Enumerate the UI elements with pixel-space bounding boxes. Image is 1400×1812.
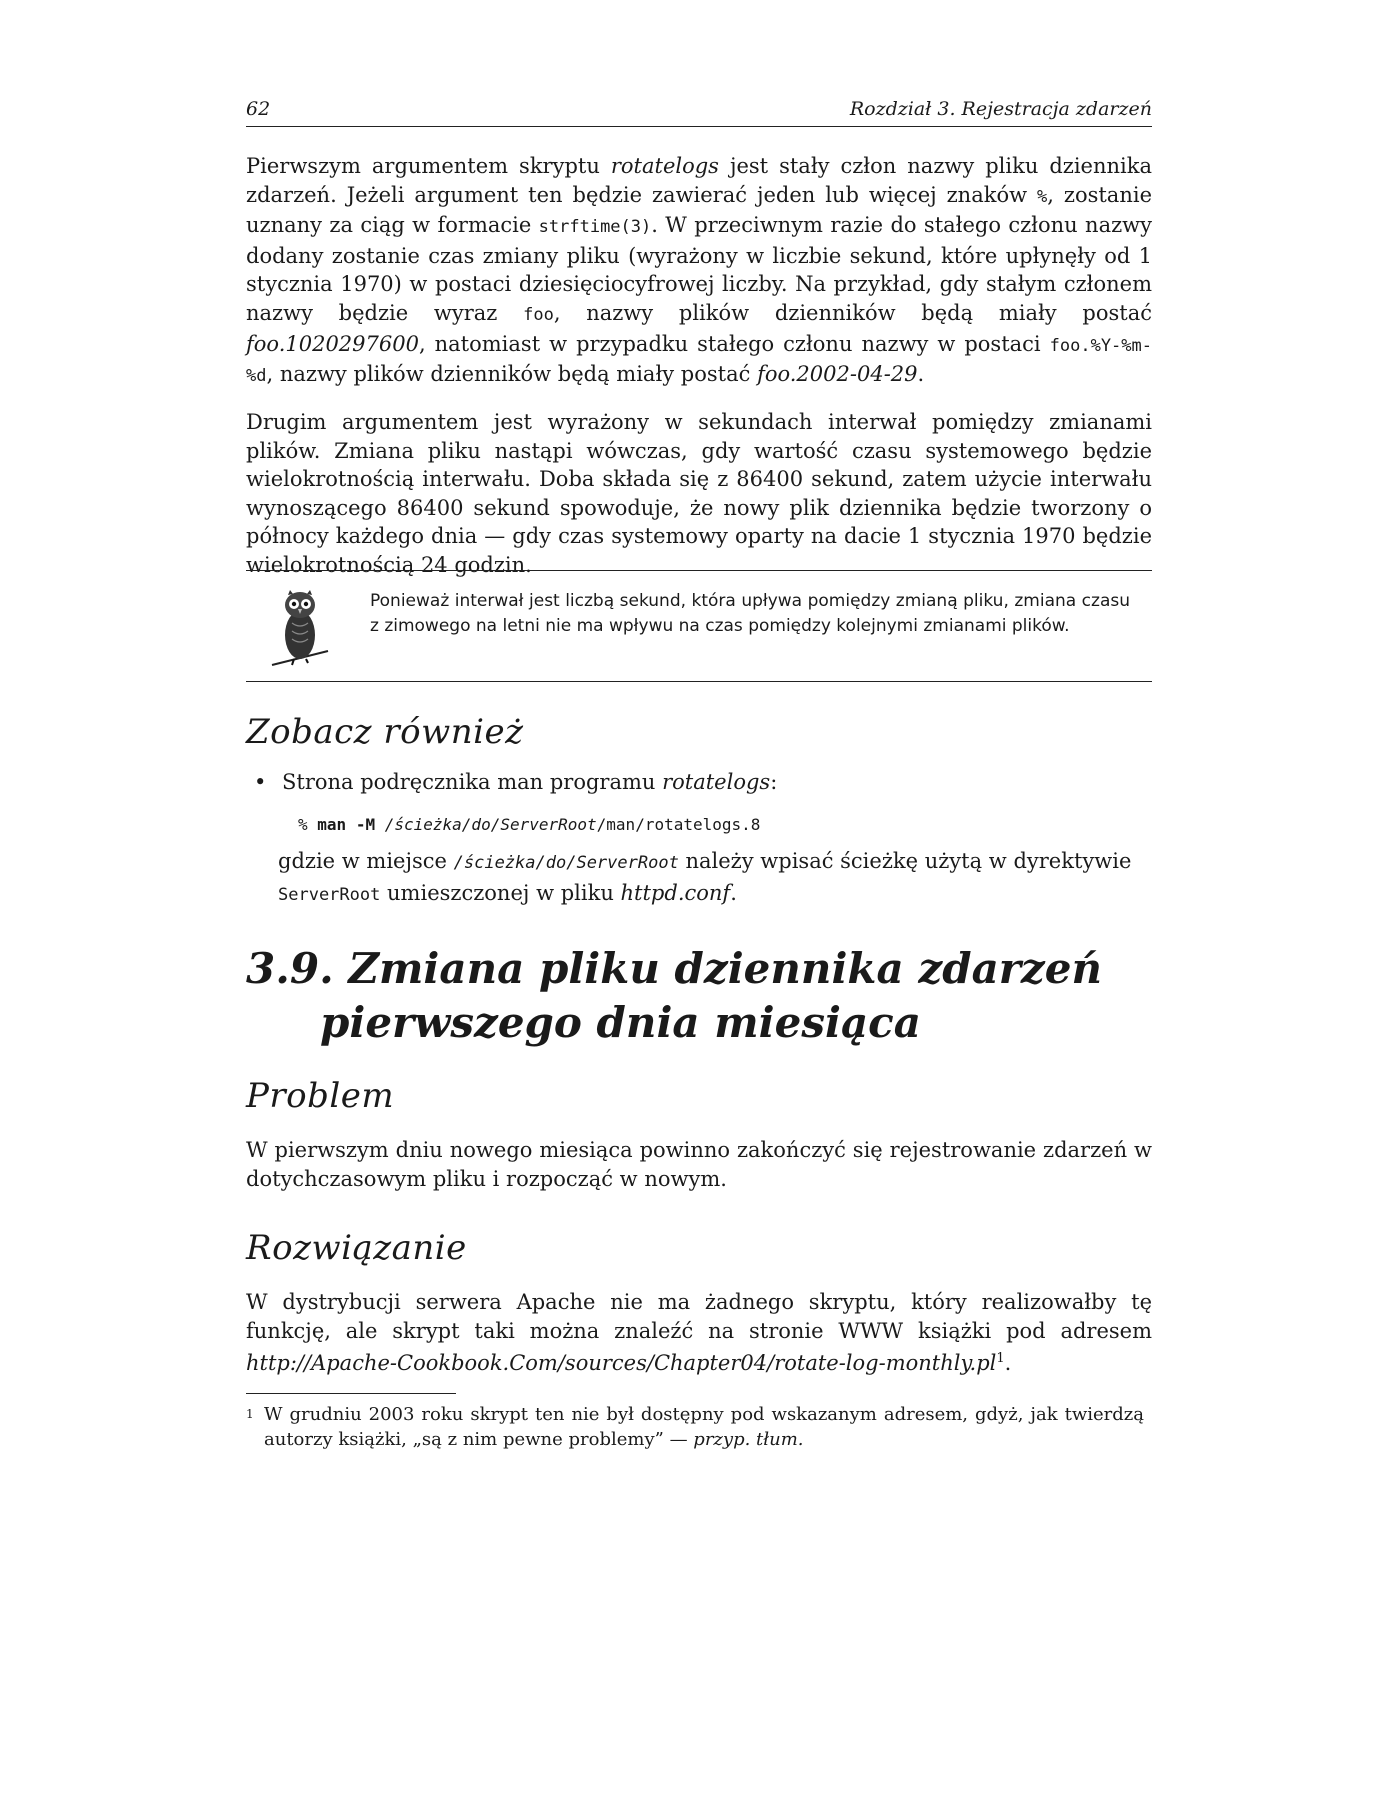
paragraph-man-path: gdzie w miejsce /ścieżka/do/ServerRoot należy wpisać ścieżkę użytą w dyrektywie ServerRoot umieszczonej w pliku httpd.conf. <box>278 849 1132 905</box>
chapter-title: Rozdział 3. Rejestracja zdarzeń <box>849 98 1152 120</box>
term-rotatelogs: rotatelogs <box>610 154 719 178</box>
bullet-icon: • <box>254 770 267 794</box>
paragraph-interval: Drugim argumentem jest wyrażony w sekundach interwał pomiędzy zmianami plików. Zmiana pliku nastąpi wówczas, gdy wartość czasu systemowego będzie wielokrotnością interwału. Doba składa się z 86400 sekund, zatem użycie interwału wynoszącego 86400 sekund spowoduje, że nowy plik dziennika będzie tworzony o północy każdego dnia — gdy czas systemowy oparty na dacie 1 stycznia 1970 będzie wielokrotnością 24 godzin. <box>246 410 1152 577</box>
section-title: 3.9. Zmiana pliku dziennika zdarzeń pierwszego dnia miesiąca <box>246 944 1103 1047</box>
heading-solution: Rozwiązanie <box>246 1228 467 1268</box>
page-number: 62 <box>246 98 271 120</box>
footnote-divider <box>246 1393 456 1394</box>
footnote: $^1$ W grudniu 2003 roku skrypt ten nie był dostępny pod wskazanym adresem, gdyż, jak twierdzą autorzy książki, „są z nim pewne problemy” — przyp. tłum. <box>246 1404 1144 1450</box>
paragraph-solution: W dystrybucji serwera Apache nie ma żadnego skryptu, który realizowałby tę funkcję, ale skrypt taki można znaleźć na stronie WWW książki pod adresem $http://Apache-Cookbook.Com/sources/Chapter04/rotate-\log-monthly.pl^1$. <box>246 1290 1152 1376</box>
command-example: % man -M /ścieżka/do/ServerRoot/man/rotatelogs.8 <box>298 815 761 834</box>
code-strftime: strftime(3) <box>538 217 652 238</box>
footnote-ref[interactable]: 1 <box>996 1351 1005 1367</box>
owl-icon <box>270 589 330 671</box>
heading-see-also: Zobacz również <box>246 712 524 752</box>
footnote-marker: 1 <box>246 1407 254 1421</box>
link-script-url[interactable]: http://Apache-Cookbook.Com/sources/Chapter04/rotate-log-monthly.pl <box>246 1351 997 1376</box>
paragraph-rotatelogs-arg1: Pierwszym argumentem skryptu rotatelogs jest stały człon nazwy pliku dziennika zdarzeń. Jeżeli argument ten będzie zawierać jeden lub więcej znaków %, zostanie uznany za ciąg w formacie strftime(3). W przeciwnym razie do stałego członu nazwy dodany zostanie czas zmiany pliku (wyrażony w liczbie sekund, które upłynęły od 1 stycznia 1970) w postaci dziesięciocyfrowej liczby. Na przykład, gdy stałym członem nazwy będzie wyraz foo, nazwy plików dzienników będą miały postać foo.1020297600, natomiast w przypadku stałego członu nazwy w postaci foo.%Y-%m-%d, nazwy plików dzienników będą miały postać foo.2002-04-29. <box>246 154 1152 387</box>
paragraph-problem: W pierwszym dniu nowego miesiąca powinno zakończyć się rejestrowanie zdarzeń w dotychczasowym pliku i rozpocząć w nowym. <box>246 1138 1152 1191</box>
list-item: • Strona podręcznika man programu rotatelogs: <box>254 770 778 794</box>
note-box <box>246 570 1152 682</box>
running-header <box>246 96 1152 127</box>
heading-problem: Problem <box>246 1076 395 1116</box>
note-text: Ponieważ interwał jest liczbą sekund, która upływa pomiędzy zmianą pliku, zmiana czasu z zimowego na letni nie ma wpływu na czas pomiędzy kolejnymi zmianami plików. <box>370 591 1130 636</box>
